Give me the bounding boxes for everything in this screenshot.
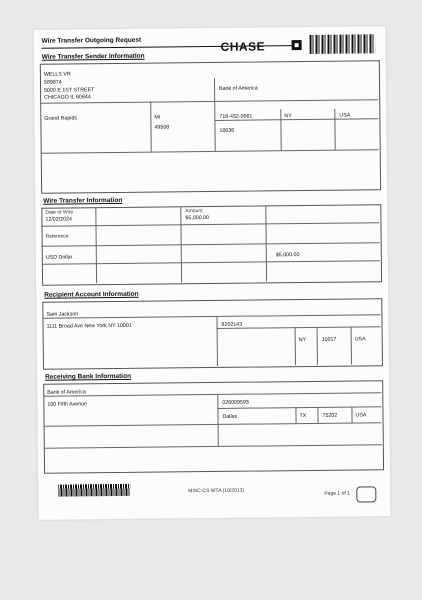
bank-routing: 026009593 (222, 399, 249, 406)
bank-city: Dallas (222, 413, 238, 420)
bank-address: 100 Fifth Avenue (47, 401, 88, 408)
recipient-state: NY (298, 337, 307, 344)
recipient-box (42, 298, 383, 370)
form-title: Wire Transfer Outgoing Request (41, 36, 142, 45)
sender-section-title: Wire Transfer Sender Information (41, 52, 145, 61)
sender-zip-2: 10036 (219, 127, 235, 134)
recipient-country: USA (354, 336, 366, 343)
barcode-icon (310, 34, 376, 54)
recipient-name: Sam Jackson (46, 311, 79, 318)
wire-currency: USD Dollar (45, 254, 73, 261)
sender-divider-1 (214, 78, 215, 101)
wire-reference-label: Reference (45, 233, 69, 240)
sender-state-2: NY (284, 113, 292, 120)
bank-section-title: Receiving Bank Information (45, 372, 132, 381)
sender-account-number: 589874 (43, 79, 62, 86)
bank-country: USA (355, 412, 367, 419)
wire-section-title: Wire Transfer Information (43, 196, 123, 205)
wire-amount-label: Amount (185, 208, 203, 215)
sender-box (40, 60, 381, 194)
sender-bank-name: Bank of America (219, 85, 258, 92)
sender-address: 5000 E 1ST STREET (44, 87, 95, 94)
bank-state: TX (299, 413, 307, 420)
wire-date-label: Date of Wire (45, 209, 74, 216)
form-page (33, 26, 390, 520)
recipient-address: 1111 Broad Ave New York NY 10001 (46, 322, 132, 330)
wire-total: $5,000.00 (275, 252, 300, 259)
chase-octagon-icon (292, 40, 302, 50)
bank-divider-4 (351, 407, 352, 423)
sender-account-name: WELLS VR (43, 71, 71, 78)
sender-country: USA (339, 112, 351, 119)
bank-zip: 75202 (322, 412, 338, 419)
recipient-section-title: Recipient Account Information (44, 290, 139, 299)
wire-amount: $5,000.00 (185, 215, 210, 222)
chase-logo: CHASE (220, 39, 266, 54)
page-number: Page 1 of 1 (324, 490, 350, 497)
sender-zip: 49508 (154, 124, 170, 131)
recipient-zip: 10017 (321, 336, 337, 343)
bank-name: Bank of America (47, 389, 86, 396)
wire-date: 12/02/2024 (45, 216, 72, 223)
bank-divider-3 (317, 407, 318, 423)
form-number: MISC-CS WTA (10/2013) (188, 487, 245, 495)
sender-phone: 718-432-0561 (219, 113, 253, 120)
signature-stamp-icon (356, 486, 376, 502)
footer-barcode-icon (58, 484, 130, 497)
sender-address-2: CHICAGO IL 60644 (44, 94, 91, 101)
recipient-account-number: 8202143 (221, 321, 243, 328)
bank-divider-2 (295, 407, 296, 423)
sender-state: MI (154, 114, 161, 121)
sender-city: Grand Rapids (44, 115, 78, 122)
